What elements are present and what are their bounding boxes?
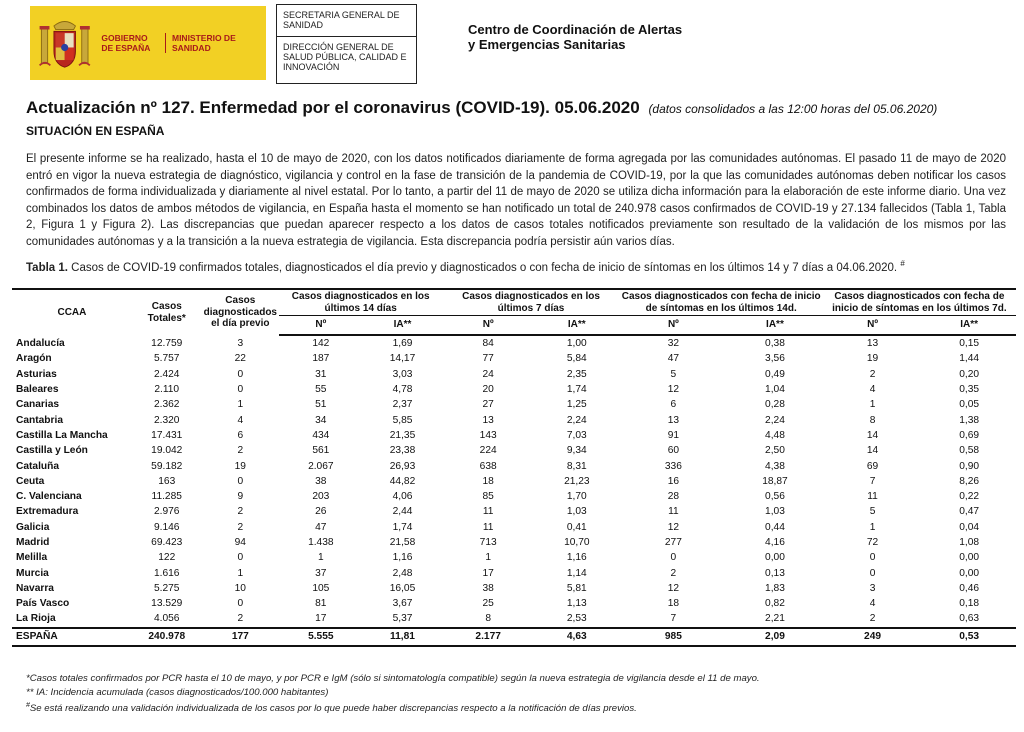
table-cell: 1.438 <box>308 537 334 548</box>
table-cell: 0 <box>237 475 244 487</box>
table-cell: 44,82 <box>389 475 416 487</box>
ccaa-name-cell: Baleares <box>16 384 59 396</box>
table-cell: 59.182 <box>151 460 183 472</box>
table-cell: 11 <box>482 521 494 533</box>
table-cell: 12 <box>667 384 680 396</box>
table-cell: 18 <box>482 475 494 487</box>
table-cell: 18,87 <box>762 475 788 487</box>
footnotes <box>26 672 1006 716</box>
table-cell: 224 <box>479 445 497 457</box>
ccaa-name-cell: Ceuta <box>16 475 45 487</box>
table-cell: 55 <box>315 384 327 396</box>
table-cell: 13.529 <box>151 598 183 610</box>
ccaa-name-cell: Andalucía <box>16 337 65 349</box>
table-cell: 1 <box>317 552 324 564</box>
ccaa-name-cell: Castilla y León <box>16 445 88 457</box>
intro-paragraph: El presente informe se ha realizado, hasta el 10 de mayo de 2020, con los datos notificados diariamente de forma agregada por las comunidades autónomas. El pasado 11 de mayo de 2020 entró en vigor la nueva estrategia de diagnóstico, vigilancia y control en la fase de transición de la pandemia de COVID-19, por la que las comunidades autónomas deben notificar los casos confirmados de forma individualizada y diariamente al nivel estatal. Por lo tanto, a partir del 11 de mayo de 2020 se utiliza dicha información para la elaboración de este informe diario. Una vez combinados los datos de ambos métodos de vigilancia, en España hasta el momento se han notificado un total de 240.978 casos confirmados de COVID-19 y 27.134 fallecidos (Tabla 1, Tabla 2, Figura 1 y Figura 2). Las discrepancias que puedan aparecer respecto a los datos de casos totales notificados previamente son resultado de la validación de los mismos por las comunidades autónomas y a la transición a la nueva estrategia de vigilancia. Esta discrepancia podría persistir aún varios días. <box>26 153 1006 248</box>
table-cell: 91 <box>667 429 680 441</box>
header-ia: IA** <box>363 316 443 336</box>
table-cell: 84 <box>482 338 494 350</box>
table-cell: 0,15 <box>959 338 980 350</box>
table-cell: 561 <box>312 445 330 457</box>
table-cell: 0,00 <box>765 552 785 564</box>
ccaa-name-cell: Aragón <box>16 353 52 365</box>
table-cell: 4,16 <box>765 537 785 548</box>
table-cell: 24 <box>482 368 494 380</box>
table-cell: 38 <box>482 582 494 594</box>
table-cell: 0,35 <box>959 384 980 396</box>
table-cell: 0 <box>869 567 876 579</box>
table-cell: 249 <box>823 628 923 646</box>
gobierno-text: GOBIERNO DE ESPAÑA <box>101 33 151 53</box>
ccaa-name-cell: La Rioja <box>16 613 56 625</box>
table-cell: 163 <box>158 475 176 487</box>
table-cell: 51 <box>315 399 327 411</box>
table-row <box>12 367 1016 382</box>
table-cell: 0 <box>237 598 244 610</box>
header-n: Nº <box>823 316 923 336</box>
covid-table <box>12 288 1016 647</box>
table-row <box>12 535 1016 550</box>
ccaa-name-cell: Navarra <box>16 582 54 594</box>
table-row <box>12 520 1016 535</box>
table-cell: 2 <box>670 567 677 579</box>
table-cell: 21,35 <box>389 429 416 441</box>
table-cell: 4,63 <box>534 628 620 646</box>
table-cell: 11,81 <box>363 628 443 646</box>
centro-title: Centro de Coordinación de Alertas y Emergencias Sanitarias <box>468 22 683 52</box>
table-caption <box>26 259 1006 274</box>
table-cell: 434 <box>312 429 330 441</box>
table-cell: 3,67 <box>392 598 413 610</box>
table-cell: 142 <box>312 338 330 350</box>
table-cell: 985 <box>620 628 728 646</box>
table-cell: 28 <box>667 491 680 503</box>
table-cell: 1,16 <box>392 552 413 564</box>
table-cell: 0,46 <box>959 582 980 594</box>
table-row <box>12 335 1016 351</box>
ccaa-name-cell: Asturias <box>16 368 57 380</box>
table-cell: 0,13 <box>765 567 785 579</box>
table-cell: 11.285 <box>151 491 182 503</box>
table-cell: 4 <box>869 384 876 396</box>
table-cell: 2 <box>237 521 244 533</box>
table-cell: 0,63 <box>959 613 980 625</box>
header-ia: IA** <box>922 316 1016 336</box>
table-cell: 2,50 <box>765 445 785 457</box>
table-cell: 2.976 <box>153 506 180 518</box>
table-cell: 105 <box>312 582 330 594</box>
table-cell: 336 <box>664 460 682 472</box>
table-cell: 187 <box>312 353 330 365</box>
table-cell: 0,90 <box>959 460 980 472</box>
table-cell: 11 <box>482 506 494 518</box>
table-cell: 7,03 <box>566 429 587 441</box>
table-cell: 6 <box>670 399 677 411</box>
table-row <box>12 351 1016 366</box>
table-cell: 0,58 <box>959 445 980 457</box>
table-row <box>12 550 1016 565</box>
table-cell: 47 <box>315 521 327 533</box>
table-cell: 5,85 <box>392 414 413 426</box>
table-cell: 0,04 <box>959 521 980 533</box>
footnote-1: *Casos totales confirmados por PCR hasta el 10 de mayo, y por PCR e IgM (sólo si sintomatología compatible) según la nueva estrategia de vigilancia desde el 11 de mayo. <box>26 673 760 684</box>
header-n: Nº <box>442 316 534 336</box>
table-cell: 0,38 <box>765 338 785 350</box>
table-cell: 11 <box>867 491 878 503</box>
table-cell: 4,48 <box>765 429 785 441</box>
table-cell: 31 <box>315 368 327 380</box>
table-row <box>12 458 1016 473</box>
table-cell: 1,00 <box>566 338 587 350</box>
table-row <box>12 596 1016 611</box>
table-row <box>12 581 1016 596</box>
table-cell: 60 <box>667 445 680 457</box>
table-cell: 38 <box>315 475 327 487</box>
table-cell: 3,03 <box>392 368 413 380</box>
table-cell: 2.320 <box>153 414 180 426</box>
table-cell: 17 <box>315 613 327 625</box>
table-cell: 1,08 <box>959 537 980 548</box>
table-cell: 1,44 <box>959 353 980 365</box>
table-cell: 6 <box>237 429 244 441</box>
table-cell: 17 <box>482 567 494 579</box>
table-cell: 2,24 <box>765 414 785 426</box>
table-cell: 1,74 <box>566 384 587 396</box>
table-cell: 85 <box>482 491 494 503</box>
table-cell: 1 <box>869 399 876 411</box>
table-cell: 5.555 <box>279 628 363 646</box>
table-cell: 20 <box>482 384 494 396</box>
table-cell: 277 <box>664 537 682 548</box>
ccaa-name-cell: Galicia <box>16 521 50 533</box>
table-cell: 1,83 <box>765 582 785 594</box>
table-cell: 1,16 <box>566 552 587 564</box>
header-diag14: Casos diagnosticados en los últimos 14 días <box>279 289 442 316</box>
header-sint7: Casos diagnosticados con fecha de inicio de síntomas en los últimos 7d. <box>823 289 1016 316</box>
table-cell: 5.275 <box>153 582 180 594</box>
table-cell: 19.042 <box>151 445 183 457</box>
header-ccaa: CCAA <box>12 289 132 335</box>
table-cell: 0 <box>869 552 876 564</box>
table-cell: 203 <box>312 491 330 503</box>
table-cell: 2.067 <box>308 460 334 472</box>
table-cell: 0,20 <box>959 368 980 380</box>
table-cell: 77 <box>482 353 494 365</box>
table-cell: 0 <box>237 368 244 380</box>
table-cell: 1,14 <box>566 567 587 579</box>
ccaa-name-cell: Cantabria <box>16 414 63 426</box>
section-heading: SITUACIÓN EN ESPAÑA <box>26 124 165 138</box>
header-n: Nº <box>279 316 363 336</box>
header-sint14: Casos diagnosticados con fecha de inicio de síntomas en los últimos 14d. <box>620 289 823 316</box>
table-cell: 713 <box>479 537 497 548</box>
table-cell: 4 <box>237 414 244 426</box>
secretaria-box <box>276 4 417 84</box>
table-row <box>12 397 1016 412</box>
table-cell: 1 <box>869 521 876 533</box>
table-cell: 1,69 <box>392 338 413 350</box>
table-row <box>12 565 1016 580</box>
table-cell: 0,47 <box>959 506 980 518</box>
table-cell: 0,22 <box>959 491 980 503</box>
table-cell: 2,53 <box>566 613 587 625</box>
table-cell: 638 <box>479 460 497 472</box>
table-cell: 2.110 <box>154 384 180 396</box>
table-cell: 19 <box>866 353 879 365</box>
ccaa-name-cell: Canarias <box>16 399 60 411</box>
table-cell: 2 <box>237 445 244 457</box>
table-cell: 3 <box>237 337 244 349</box>
table-cell: 32 <box>667 338 680 350</box>
table-cell: 2,35 <box>566 368 587 380</box>
table-cell: 81 <box>315 598 327 610</box>
coat-of-arms-icon <box>36 12 93 74</box>
table-cell: 122 <box>158 552 176 564</box>
table-cell: 1,13 <box>566 598 587 610</box>
table-cell: 94 <box>234 537 246 548</box>
table-cell: 12.759 <box>151 337 183 349</box>
ministerio-text: MINISTERIO DE SANIDAD <box>165 33 266 53</box>
table-cell: 26 <box>315 506 327 518</box>
government-logo <box>30 6 266 80</box>
title-subtitle: (datos consolidados a las 12:00 horas del 05.06.2020) <box>648 102 938 116</box>
table-cell: 34 <box>315 414 327 426</box>
table-cell: 2,37 <box>392 399 413 411</box>
table-cell: 7 <box>670 613 677 625</box>
table-cell: 16,05 <box>389 582 416 594</box>
table-cell: 26,93 <box>389 460 416 472</box>
table-cell: 0,82 <box>765 598 785 610</box>
table-cell: 1.616 <box>153 567 180 579</box>
table-cell: 0 <box>237 552 244 564</box>
table-caption-text: Casos de COVID-19 confirmados totales, diagnosticados el día previo y diagnosticados o con fecha de inicio de síntomas en los últimos 14 y 7 días a 04.06.2020. <box>71 261 898 274</box>
table-cell: 8 <box>485 613 491 625</box>
table-row <box>12 611 1016 627</box>
table-cell: 72 <box>866 537 879 548</box>
table-cell: 47 <box>667 353 680 365</box>
table-cell: 8,31 <box>566 460 587 472</box>
table-cell: 12 <box>667 521 680 533</box>
table-cell: 0 <box>237 384 244 396</box>
table-row <box>12 412 1016 427</box>
table-cell: 1,70 <box>566 491 587 503</box>
header-casos-totales: Casos Totales* <box>132 289 202 335</box>
table-cell: 69.423 <box>151 537 183 548</box>
table-cell: 23,38 <box>389 445 416 457</box>
table-cell: 9 <box>237 491 244 503</box>
table-cell: 0,00 <box>959 552 980 564</box>
table-body <box>12 335 1016 646</box>
table-cell: 1,03 <box>765 506 785 518</box>
table-cell: 2,44 <box>392 506 413 518</box>
ccaa-name-cell: ESPAÑA <box>12 628 132 646</box>
table-cell: 2,21 <box>765 613 785 625</box>
table-cell: 3,56 <box>765 353 785 365</box>
table-cell: 2.424 <box>153 368 180 380</box>
table-cell: 0,44 <box>765 521 785 533</box>
table-cell: 1,74 <box>392 521 413 533</box>
table-cell: 2 <box>237 613 244 625</box>
secretaria-text: SECRETARIA GENERAL DE SANIDAD <box>277 5 416 37</box>
table-cell: 5 <box>869 506 876 518</box>
footnote-3-mark: # <box>26 702 30 709</box>
table-cell: 240.978 <box>132 628 202 646</box>
table-cell: 3 <box>869 582 876 594</box>
table-cell: 143 <box>479 429 497 441</box>
table-cell: 22 <box>234 353 246 365</box>
table-cell: 2 <box>869 613 876 625</box>
table-row <box>12 443 1016 458</box>
table-cell: 4.056 <box>153 613 180 625</box>
table-cell: 9,34 <box>566 445 587 457</box>
table-cell: 21,23 <box>564 475 590 487</box>
table-row <box>12 428 1016 443</box>
table-cell: 5 <box>670 368 677 380</box>
ccaa-name-cell: C. Valenciana <box>16 491 82 503</box>
table-cell: 13 <box>866 338 879 350</box>
table-cell: 2 <box>237 506 244 518</box>
table-cell: 5,37 <box>392 613 413 625</box>
header-ia: IA** <box>727 316 823 336</box>
table-cell: 0,56 <box>765 491 785 503</box>
table-cell: 0,41 <box>566 521 587 533</box>
table-cell: 14,17 <box>389 353 416 365</box>
table-row <box>12 474 1016 489</box>
ccaa-name-cell: Castilla La Mancha <box>16 429 108 441</box>
table-cell: 18 <box>667 598 680 610</box>
table-caption-mark: # <box>900 259 905 268</box>
table-cell: 1,25 <box>566 399 587 411</box>
table-cell: 2,24 <box>566 414 587 426</box>
table-cell: 7 <box>869 475 876 487</box>
table-cell: 2.177 <box>442 628 534 646</box>
table-cell: 2,48 <box>392 567 413 579</box>
table-row <box>12 504 1016 519</box>
table-cell: 0,18 <box>959 598 980 610</box>
title-main: Actualización nº 127. Enfermedad por el coronavirus (COVID-19). 05.06.2020 <box>26 98 640 117</box>
table-cell: 1 <box>485 552 491 564</box>
page-title <box>26 98 1006 118</box>
table-caption-label: Tabla 1. <box>26 261 68 274</box>
table-cell: 21,58 <box>389 537 416 548</box>
table-row <box>12 489 1016 504</box>
table-cell: 0 <box>670 552 677 564</box>
footnote-3-text: Se está realizando una validación individualizada de los casos por lo que puede haber discrepancias respecto a la notificación de días previos. <box>29 703 637 715</box>
table-cell: 5,84 <box>566 353 587 365</box>
table-cell: 0,49 <box>765 368 785 380</box>
table-cell: 1 <box>237 567 244 579</box>
header-ia: IA** <box>534 316 620 336</box>
table-cell: 17.431 <box>151 429 183 441</box>
table-cell: 69 <box>866 460 879 472</box>
table-cell: 11 <box>668 506 679 518</box>
table-cell: 2,09 <box>727 628 823 646</box>
table-cell: 0,05 <box>959 399 980 411</box>
table-cell: 2.362 <box>153 399 180 411</box>
table-row <box>12 382 1016 397</box>
table-cell: 5,81 <box>566 582 587 594</box>
table-cell: 25 <box>482 598 494 610</box>
table-cell: 0,69 <box>959 429 980 441</box>
table-cell: 19 <box>234 460 246 472</box>
table-cell: 1,38 <box>959 414 980 426</box>
table-cell: 13 <box>482 414 494 426</box>
ccaa-name-cell: País Vasco <box>16 598 70 610</box>
table-cell: 177 <box>202 628 279 646</box>
table-cell: 1,03 <box>566 506 587 518</box>
table-cell: 14 <box>866 429 879 441</box>
table-cell: 0,53 <box>922 628 1016 646</box>
table-cell: 0,28 <box>765 399 785 411</box>
direccion-text: DIRECCIÓN GENERAL DE SALUD PÚBLICA, CALIDAD E INNOVACIÓN <box>283 42 407 72</box>
table-cell: 9.146 <box>153 521 180 533</box>
ccaa-name-cell: Extremadura <box>16 506 79 518</box>
table-cell: 10 <box>234 582 246 594</box>
table-cell: 2 <box>869 368 876 380</box>
footnote-2: ** IA: Incidencia acumulada (casos diagnosticados/100.000 habitantes) <box>26 686 329 698</box>
ccaa-name-cell: Melilla <box>16 552 48 564</box>
table-cell: 13 <box>667 414 680 426</box>
table-cell: 4 <box>869 598 876 610</box>
table-cell: 4,38 <box>765 460 785 472</box>
table-cell: 14 <box>866 445 879 457</box>
table-cell: 10,70 <box>564 537 590 548</box>
table-cell: 16 <box>667 475 680 487</box>
table-cell: 12 <box>667 582 680 594</box>
table-cell: 4,06 <box>392 491 413 503</box>
ccaa-name-cell: Cataluña <box>16 460 60 472</box>
header-dia-previo: Casos diagnosticados el día previo <box>202 289 279 335</box>
table-cell: 1,04 <box>765 384 785 396</box>
ccaa-name-cell: Murcia <box>16 567 49 579</box>
table-cell: 8 <box>869 414 876 426</box>
table-cell: 37 <box>315 567 327 579</box>
table-cell: 5.757 <box>153 353 180 365</box>
header-diag7: Casos diagnosticados en los últimos 7 días <box>442 289 619 316</box>
table-cell: 1 <box>237 399 244 411</box>
table-cell: 4,78 <box>392 384 413 396</box>
footnote-3 <box>26 699 1006 716</box>
table-total-row <box>12 628 1016 646</box>
table-cell: 27 <box>482 399 494 411</box>
ccaa-name-cell: Madrid <box>16 537 50 548</box>
table-cell: 0,00 <box>959 567 980 579</box>
header-n: Nº <box>620 316 728 336</box>
table-cell: 8,26 <box>959 475 980 487</box>
